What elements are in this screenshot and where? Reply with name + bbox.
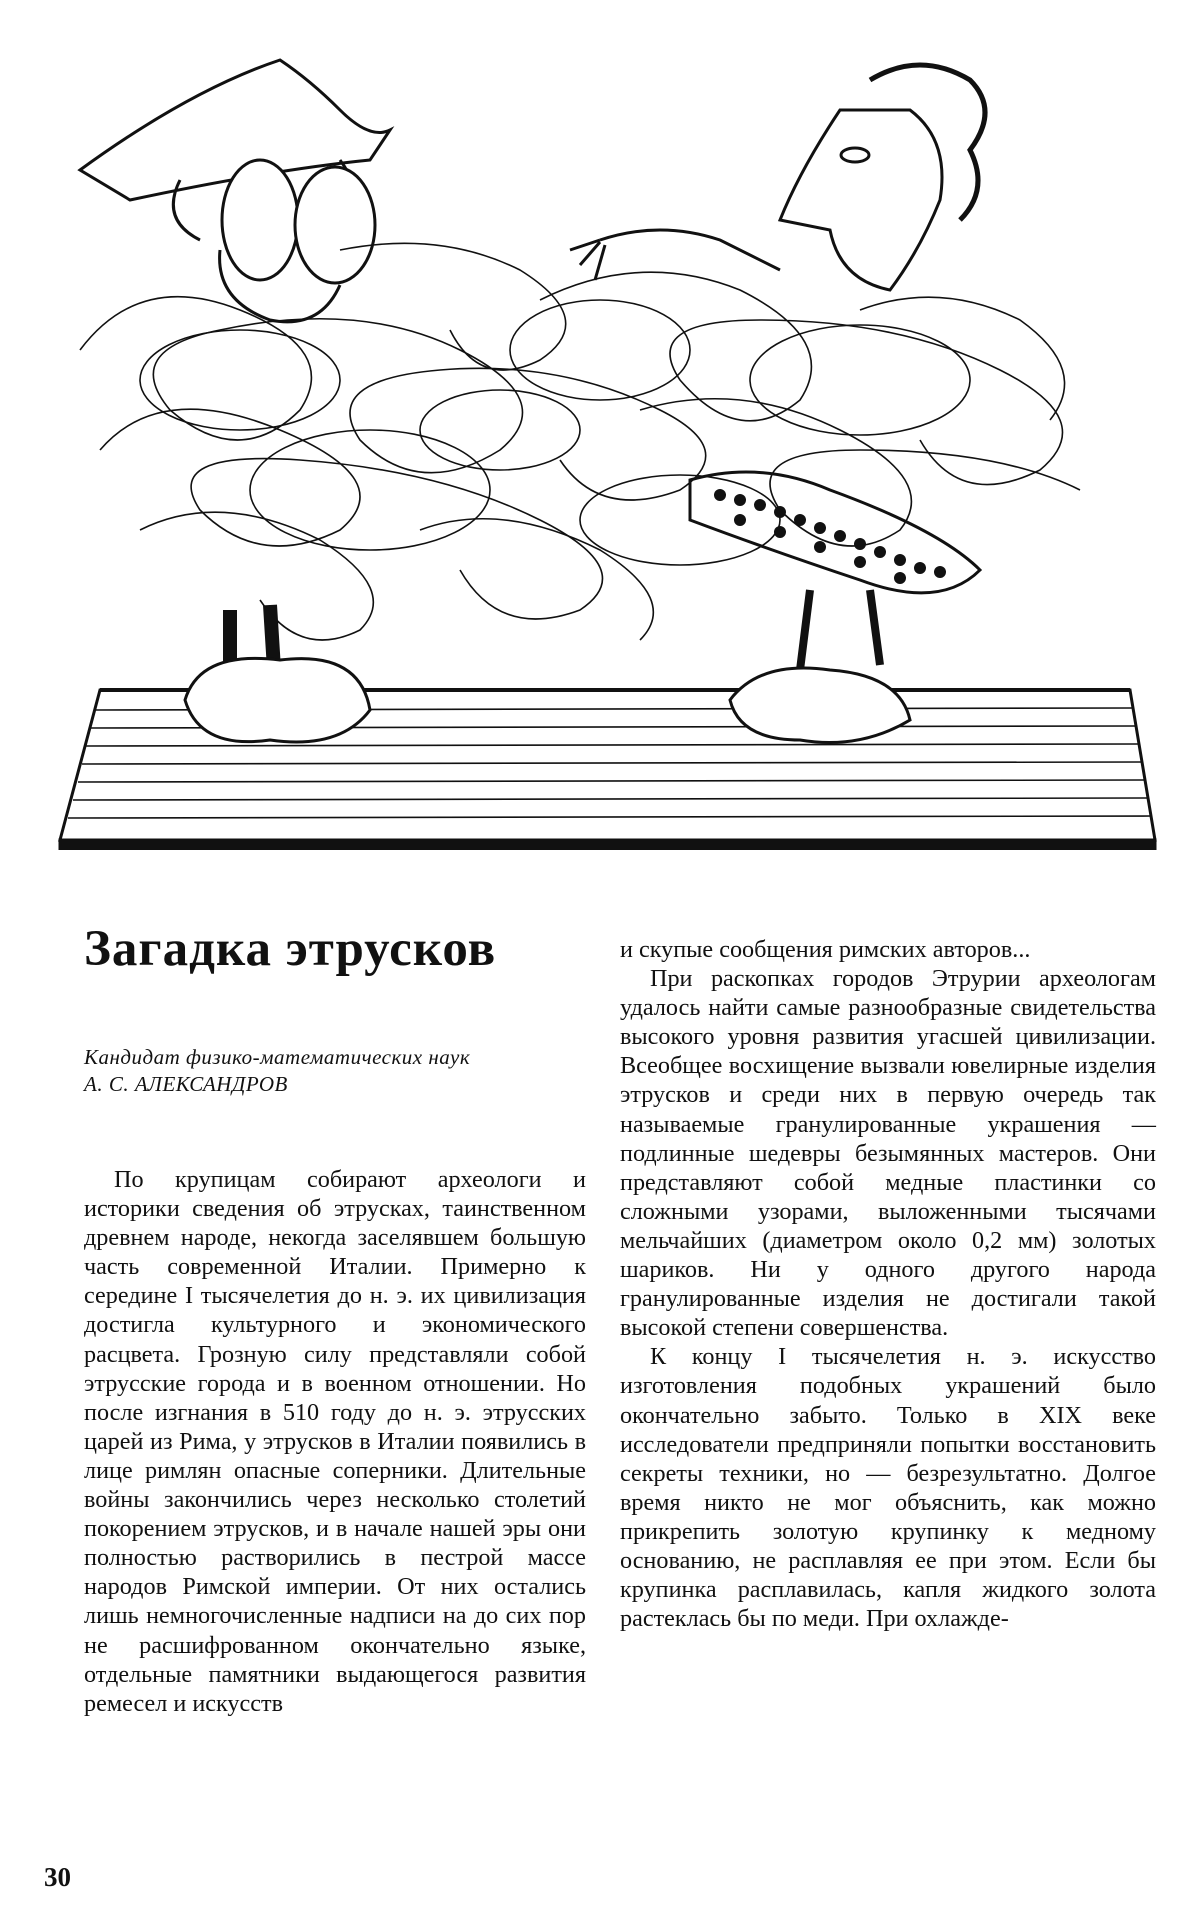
author-byline xyxy=(84,1044,584,1098)
text-column-right xyxy=(620,935,1156,1633)
page-number: 30 xyxy=(44,1862,71,1892)
text-column-left xyxy=(84,1165,586,1718)
paragraph: При раскопках городов Этрурии археологам удалось найти самые разнообразные свидетельства высокого уровня развития угасшей цивилизации. Всеобщее восхищение вызвали ювелирные изделия этрусков и среди них в первую очередь так называемые гранулированные украшения — подлинные шедевры безымянных мастеров. Они представляют собой медные пластинки со сложными узорами, выложенными тысячами мельчайших (диаметром около 0,2 мм) золотых шариков. Ни у одного другого народа гранулированные изделия не достигали такой высокой степени совершенства. xyxy=(620,965,1156,1342)
paragraph: По крупицам собирают археологи и историки сведения об этрусках, таинственном древнем народе, некогда заселявшем большую часть современной Италии. Примерно к середине I тысячелетия до н. э. их цивилизация достигла культурного и экономического расцвета. Грозную силу представляли собой этрусские города и в военном отношении. Но после изгнания в 510 году до н. э. этрусских царей из Рима, у этрусков в Италии появились в лице римлян опасные соперники. Длительные войны закончились через несколько столетий покорением этрусков, и в начале нашей эры они полностью растворились в пестрой массе народов Римской империи. От них остались лишь немногочисленные надписи на до сих пор не расшифрованном окончательно языке, отдельные памятники выдающегося развития ремесел и искусств xyxy=(84,1166,586,1717)
article-title: Загадка этрусков xyxy=(84,921,497,977)
left-figure xyxy=(80,60,390,742)
paragraph-continued: и скупые сообщения римских авторов... xyxy=(620,936,1031,963)
author-degree: Кандидат физико-математических наук xyxy=(84,1045,471,1069)
cartoon-illustration-svg xyxy=(40,50,1180,850)
right-figure xyxy=(570,65,985,743)
paragraph: К концу I тысячелетия н. э. искусство изготовления подобных украшений было окончательно забыто. Только в XIX веке исследователи предприняли попытки восстановить секреты техники, но — безрезультатно. Долгое время никто не мог объяснить, как можно прикрепить золотую крупинку к медному основанию, не расплавляя ее при этом. Если бы крупинка расплавилась, капля жидкого золота растеклась бы по меди. При охлажде- xyxy=(620,1343,1156,1633)
author-name: А. С. АЛЕКСАНДРОВ xyxy=(84,1072,288,1096)
illustration xyxy=(40,50,1180,850)
